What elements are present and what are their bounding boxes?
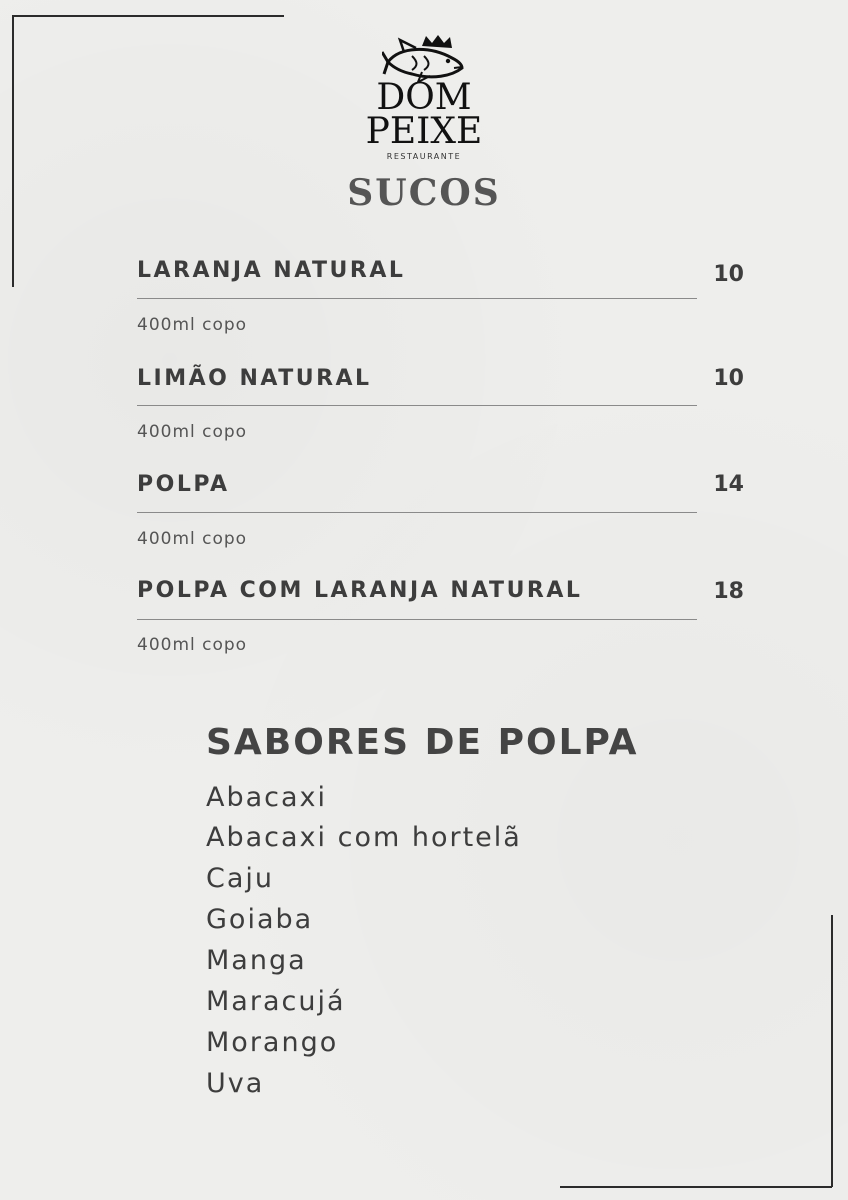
section-title: SUCOS (347, 172, 501, 214)
flavor-item: Goiaba (206, 904, 314, 935)
frame-top-left-horizontal (12, 15, 284, 17)
flavors-title: SABORES DE POLPA (206, 722, 639, 763)
logo-subtitle: RESTAURANTE (386, 152, 462, 161)
menu-item-divider (137, 619, 697, 620)
menu-item-name: POLPA (137, 472, 230, 497)
menu-item-price: 14 (713, 472, 744, 497)
menu-item-description: 400ml copo (137, 422, 248, 442)
flavor-item: Manga (206, 945, 307, 976)
menu-item-divider (137, 298, 697, 299)
flavor-item: Abacaxi (206, 782, 328, 813)
logo-wordmark-dom: DOM (376, 77, 472, 118)
menu-item-divider (137, 405, 697, 406)
frame-bottom-right-vertical (831, 915, 833, 1187)
menu-item-divider (137, 512, 697, 513)
flavor-item: Caju (206, 863, 275, 894)
menu-item-name: LIMÃO NATURAL (137, 366, 372, 391)
menu-item-price: 10 (713, 366, 744, 391)
restaurant-logo (354, 30, 494, 170)
logo-wordmark-peixe: PEIXE (365, 111, 483, 152)
menu-item-description: 400ml copo (137, 529, 248, 549)
menu-item-name: POLPA COM LARANJA NATURAL (137, 578, 583, 603)
flavor-item: Maracujá (206, 986, 346, 1017)
frame-top-left-vertical (12, 15, 14, 287)
flavor-item: Abacaxi com hortelã (206, 822, 522, 853)
menu-item-description: 400ml copo (137, 635, 248, 655)
menu-item-price: 10 (713, 262, 744, 287)
frame-bottom-right-horizontal (560, 1186, 832, 1188)
menu-item-name: LARANJA NATURAL (137, 258, 406, 283)
menu-item-price: 18 (713, 579, 744, 604)
flavor-item: Uva (206, 1068, 265, 1099)
flavor-item: Morango (206, 1027, 339, 1058)
menu-item-description: 400ml copo (137, 315, 248, 335)
